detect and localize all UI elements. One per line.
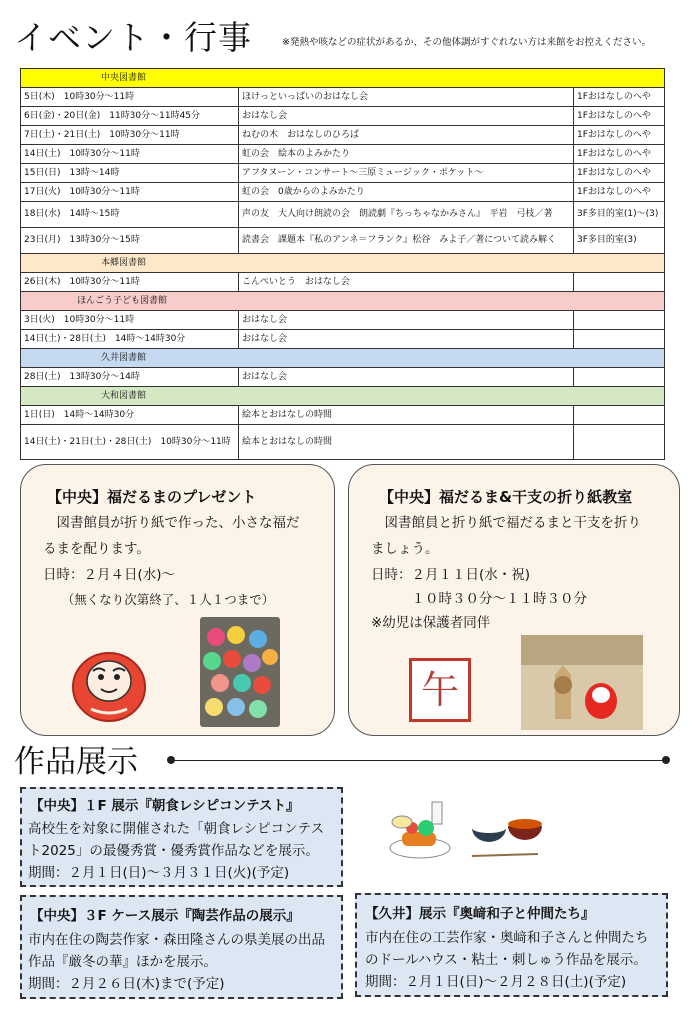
exhibit-text: のドールハウス・粘土・刺しゅう作品を展示。	[365, 952, 647, 968]
event-event: 絵本とおはなしの時間	[239, 425, 574, 460]
exhibit-text: 高校生を対象に開催された「朝食レシピコンテス	[28, 821, 325, 837]
library-header-row	[21, 292, 665, 311]
exhibit-period: 期間：２月１日(日)～３月３１日(火)(予定)	[28, 865, 290, 881]
event-place: 1Fおはなしのへや	[574, 164, 665, 183]
event-date: 17日(火) 10時30分～11時	[21, 183, 239, 202]
event-date: 6日(金)・20日(金) 11時30分～11時45分	[21, 107, 239, 126]
event-place: 3F多目的室(3)	[574, 228, 665, 254]
health-notice: ※発熱や咳などの症状があるか、その他体調がすぐれない方は来館をお控えください。	[282, 37, 651, 48]
library-name: 久井図書館	[21, 349, 665, 368]
event-row	[21, 425, 665, 460]
exhibit-heading: 【中央】１F 展示『朝食レシピコンテスト』	[30, 798, 300, 814]
library-header-row	[21, 387, 665, 406]
box-text: るまを配ります。	[43, 541, 150, 557]
event-date: 18日(水) 14時～15時	[21, 202, 239, 228]
event-place	[574, 406, 665, 425]
event-place: 1Fおはなしのへや	[574, 183, 665, 202]
event-row	[21, 273, 665, 292]
event-place	[574, 425, 665, 460]
origami-class-box	[348, 464, 680, 736]
library-header-row	[21, 69, 665, 88]
exhibit-period: 期間：２月１日(日)～２月２８日(土)(予定)	[365, 974, 627, 990]
event-place: 1Fおはなしのへや	[574, 126, 665, 145]
event-row	[21, 228, 665, 254]
event-row	[21, 202, 665, 228]
event-row	[21, 88, 665, 107]
eto-stamp-icon	[409, 658, 471, 722]
event-place: 1Fおはなしのへや	[574, 88, 665, 107]
event-date: 14日(土) 10時30分～11時	[21, 145, 239, 164]
exhibit-text: 作品『厳冬の華』ほかを展示。	[28, 954, 217, 970]
origami-daruma-photo	[200, 617, 280, 727]
daruma-illustration	[69, 645, 149, 723]
exhibit-text: 市内在住の工芸作家・奥﨑和子さんと仲間たち	[365, 930, 649, 946]
daruma-present-box	[20, 464, 335, 736]
event-date: 23日(月) 13時30分～15時	[21, 228, 239, 254]
event-date: 1日(日) 14時～14時30分	[21, 406, 239, 425]
event-date: 14日(土)・28日(土) 14時～14時30分	[21, 330, 239, 349]
events-table	[20, 68, 665, 460]
exhibit-heading: 【久井】展示『奥﨑和子と仲間たち』	[365, 906, 595, 922]
box-note: ※幼児は保護者同伴	[371, 615, 491, 631]
event-row	[21, 311, 665, 330]
section-divider	[170, 760, 667, 761]
event-row	[21, 126, 665, 145]
box-text: ましょう。	[371, 541, 439, 557]
exhibit-section-title: 作品展示	[14, 744, 138, 780]
event-event: おはなし会	[239, 330, 574, 349]
eto-char: 午	[420, 668, 459, 712]
event-place: 3F多目的室(1)～(3)	[574, 202, 665, 228]
exhibit-heading: 【中央】３F ケース展示『陶芸作品の展示』	[30, 908, 300, 924]
line-dot	[662, 756, 670, 764]
exhibit-okuzaki	[355, 893, 668, 997]
event-row	[21, 183, 665, 202]
library-header-row	[21, 254, 665, 273]
event-row	[21, 406, 665, 425]
event-event: 虹の会 0歳からのよみかたり	[239, 183, 574, 202]
event-place	[574, 273, 665, 292]
event-place	[574, 330, 665, 349]
event-event: おはなし会	[239, 311, 574, 330]
event-row	[21, 330, 665, 349]
event-event: 絵本とおはなしの時間	[239, 406, 574, 425]
event-event: ほけっといっぱいのおはなし会	[239, 88, 574, 107]
box-text: 図書館員が折り紙で作った、小さな福だ	[43, 515, 300, 531]
event-place	[574, 368, 665, 387]
event-date: 7日(土)・21日(土) 10時30分～11時	[21, 126, 239, 145]
event-row	[21, 145, 665, 164]
origami-photo	[521, 635, 643, 730]
event-event: 虹の会 絵本のよみかたり	[239, 145, 574, 164]
event-row	[21, 107, 665, 126]
library-name: 大和図書館	[21, 387, 665, 406]
library-header-row	[21, 349, 665, 368]
exhibit-pottery	[20, 895, 343, 999]
page-title: イベント・行事	[14, 18, 252, 57]
event-event: こんぺいとう おはなし会	[239, 273, 574, 292]
library-name: 中央図書館	[21, 69, 665, 88]
box-title: 【中央】福だるま&干支の折り紙教室	[379, 488, 633, 506]
box-date: 日時：２月４日(水)～	[43, 567, 176, 583]
event-event: 読書会 課題本『私のアンネ＝フランク』松谷 みよ子／著について読み解く	[239, 228, 574, 254]
box-text: 図書館員と折り紙で福だるまと干支を折り	[371, 515, 641, 531]
exhibit-text: ト2025」の最優秀賞・優秀賞作品などを展示。	[28, 843, 319, 859]
event-place: 1Fおはなしのへや	[574, 107, 665, 126]
breakfast-illustration	[388, 800, 548, 864]
box-date: 日時：２月１１日(水・祝)	[371, 567, 531, 583]
exhibit-text: 市内在住の陶芸作家・森田隆さんの県美展の出品	[28, 932, 325, 948]
box-time: １０時３０分～１１時３０分	[371, 591, 587, 607]
event-place: 1Fおはなしのへや	[574, 145, 665, 164]
event-event: おはなし会	[239, 368, 574, 387]
event-event: ねむの木 おはなしのひろば	[239, 126, 574, 145]
event-date: 26日(木) 10時30分～11時	[21, 273, 239, 292]
event-row	[21, 164, 665, 183]
exhibit-breakfast	[20, 787, 343, 887]
event-event: アフタヌーン・コンサート～三原ミュージック・ポケット～	[239, 164, 574, 183]
event-place	[574, 311, 665, 330]
box-title: 【中央】福だるまのプレゼント	[47, 488, 257, 506]
event-event: おはなし会	[239, 107, 574, 126]
event-row	[21, 368, 665, 387]
event-date: 28日(土) 13時30分～14時	[21, 368, 239, 387]
event-date: 5日(木) 10時30分～11時	[21, 88, 239, 107]
exhibit-period: 期間：２月２６日(木)まで(予定)	[28, 976, 225, 992]
box-note: （無くなり次第終了、１人１つまで）	[43, 592, 275, 607]
event-date: 3日(火) 10時30分～11時	[21, 311, 239, 330]
event-date: 15日(日) 13時～14時	[21, 164, 239, 183]
library-name: 本郷図書館	[21, 254, 665, 273]
event-date: 14日(土)・21日(土)・28日(土) 10時30分～11時	[21, 425, 239, 460]
library-name: ほんごう子ども図書館	[21, 292, 665, 311]
event-event: 声の友 大人向け朗読の会 朗読劇『ちっちゃなかみさん』 平岩 弓枝／著	[239, 202, 574, 228]
